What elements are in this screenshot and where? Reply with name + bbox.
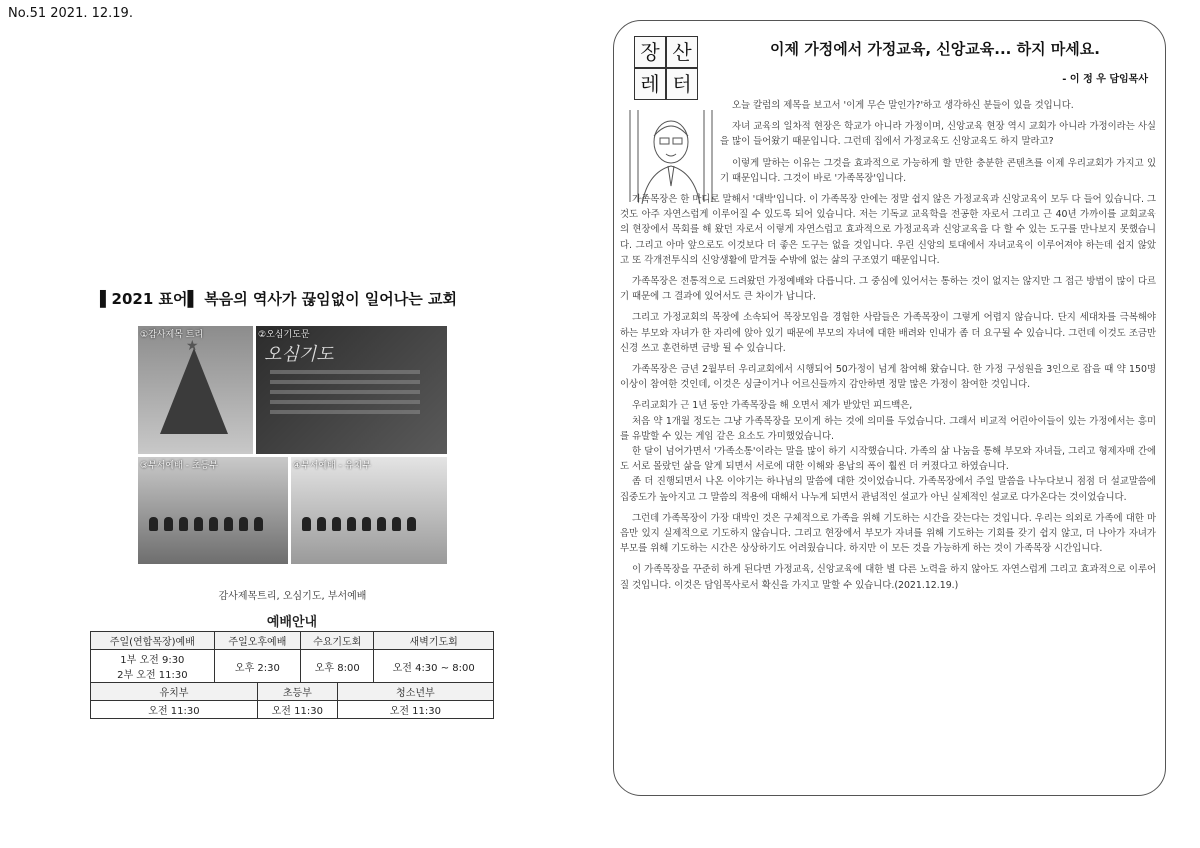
logo-tile: 산 [666,36,698,68]
schedule-cell: 1부 오전 9:30 2부 오전 11:30 [91,650,215,683]
schedule-cell: 오전 11:30 [337,701,493,719]
letter-paragraph: 한 달이 넘어가면서 '가족소통'이라는 말을 많이 하기 시작했습니다. 가족의 삶 나눔을 통해 부모와 자녀들, 그리고 형제자매 간에도 서로 몰랐던 삶을 알게 되면서 서로에 대한 이해와 용납의 폭이 훨씬 더 커졌다고 하였습니다. [620,446,1156,473]
schedule-header: 주일오후예배 [214,632,300,650]
letter-paragraph: 가족목장은 한 마디로 말해서 '대박'입니다. 이 가족목장 안에는 정말 쉽지 않은 가정교육과 신앙교육이 모두 다 들어 있습니다. 그것도 아주 자연스럽게 이루어질 수 있도록 되어 있습니다. 저는 기독교 교육학을 전공한 자로서 그리고 근 40년 가까이를 교회교육의 현장에서 목회를 해 왔던 자로서 이렇게 자연스럽고 효과적으로 가정교육과 신앙교육을 다 할 수 있는 도구를 만나보지 못했습니다. 그리고 아마 앞으로도 이것보다 더 좋은 도구는 없을 것입니다. 우린 신앙의 토대에서 자녀교육이 이루어져야 하는데 쉽지 않았고 또 각개전투식의 신앙생활에 맡겨둘 수밖에 없는 삶의 구조였기 때문입니다. [620,194,1156,266]
letter-paragraph: 우리교회가 근 1년 동안 가족목장을 해 오면서 제가 받았던 피드백은, [632,400,913,412]
schedule-header: 주일(연합목장)예배 [91,632,215,650]
motto-heading: ▌2021 표어▌ 복음의 역사가 끊임없이 일어나는 교회 [100,290,457,308]
letter-body [620,98,1156,599]
photo-caption-label: ①감사제목 트리 [140,330,204,340]
schedule-cell: 오후 2:30 [214,650,300,683]
photo-caption-label: ②오심기도문 [258,330,310,340]
letter-author: - 이 정 우 담임목사 [1062,74,1148,85]
schedule-header: 새벽기도회 [374,632,494,650]
schedule-header: 수요기도회 [301,632,374,650]
photo-collage [138,326,447,564]
schedule-cell: 오후 8:00 [301,650,374,683]
letter-paragraph: 가족목장은 금년 2월부터 우리교회에서 시행되어 50가정이 넘게 참여해 왔습니다. 한 가정 구성원을 3인으로 잡을 때 약 150명 이상이 참여한 것인데, 이것은 싱글이거나 어르신들까지 감안하면 정말 많은 가정이 참여한 것입니다. [620,364,1156,391]
photo-elementary-worship [138,457,288,564]
letter-paragraph: 그리고 가정교회의 목장에 소속되어 목장모임을 경험한 사람들은 가족목장이 그렇게 어렵지 않습니다. 단지 세대차를 극복해야 하는 부모와 자녀가 한 자리에 앉아 있기 때문에 부모의 자녀에 대한 배려와 인내가 좀 더 요구될 수 있습니다. 그런데 이것도 조금만 신경 쓰고 훈련하면 금방 될 수 있습니다. [620,312,1156,354]
star-icon: ★ [186,338,199,354]
schedule-cell: 오전 11:30 [257,701,337,719]
letter-paragraph: 가족목장은 전통적으로 드려왔던 가정예배와 다릅니다. 그 중심에 있어서는 통하는 것이 없지는 않지만 그 접근 방법이 많이 다르기 때문에 그 결과에 있어서도 큰 차이가 납니다. [620,276,1156,303]
photo-caption-label: ④부서예배 - 유치부 [293,461,371,471]
letter-paragraph: 좀 더 진행되면서 나온 이야기는 하나님의 말씀에 대한 것이었습니다. 가족목장에서 주일 말씀을 나누다보니 점점 더 설교말씀에 집중도가 높아지고 그 말씀의 적용에 대해서 나누게 되면서 관념적인 설교가 아닌 실제적인 설교로 다가온다는 것이었습니다. [620,476,1156,503]
jangsan-letter-logo [634,36,698,100]
issue-number: No.51 2021. 12.19. [8,6,133,21]
schedule-cell: 오전 4:30 ~ 8:00 [374,650,494,683]
logo-tile: 레 [634,68,666,100]
worship-schedule-table [90,610,494,719]
prayer-board-title: 오심기도 [264,344,334,365]
christmas-tree-icon [160,348,228,434]
prayer-text-lines [270,364,420,420]
letter-paragraph: 이 가족목장을 꾸준히 하게 된다면 가정교육, 신앙교육에 대한 별 다른 노력을 하지 않아도 자연스럽게 그리고 효과적으로 이루어질 것입니다. 이것은 담임목사로서 확신을 가지고 말할 수 있습니다.(2021.12.19.) [620,564,1156,591]
photo-caption-label: ③부서예배 - 초등부 [140,461,218,471]
photo-collage-caption: 감사제목트리, 오심기도, 부서예배 [218,591,367,602]
logo-tile: 장 [634,36,666,68]
schedule-header: 초등부 [257,683,337,701]
people-silhouettes [146,516,280,556]
letter-paragraph: 처음 약 1개월 정도는 그냥 가족목장을 모이게 하는 것에 의미를 두었습니다. 그래서 비교적 어린아이들이 있는 가정에서는 흥미를 유발할 수 있는 게임 같은 요소도 가미했었습니다. [620,415,1156,442]
letter-paragraph: 오늘 칼럼의 제목을 보고서 '이게 무슨 말인가?'하고 생각하신 분들이 있을 것입니다. [732,100,1074,111]
photo-thanksgiving-tree [138,326,253,454]
schedule-header: 유치부 [91,683,258,701]
letter-paragraph: 그런데 가족목장이 가장 대박인 것은 구체적으로 가족을 위해 기도하는 시간을 갖는다는 것입니다. 우리는 의외로 가족에 대한 마음만 있지 실제적으로 기도하지 않습니다. 그리고 현장에서 부모가 자녀를 위해 기도하는 기회를 갖기 쉽지 않고, 더 나아가 자녀가 부모를 위해 기도하는 시간은 상상하기도 어려웠습니다. 하지만 이 모든 것을 가능하게 하는 것이 가족목장 시간입니다. [620,512,1156,555]
photo-kindergarten-worship [291,457,447,564]
letter-paragraph: 자녀 교육의 일차적 현장은 학교가 아니라 가정이며, 신앙교육 현장 역시 교회가 아니라 가정이라는 사실을 많이 들어왔기 때문입니다. 그런데 집에서 가정교육도 신앙교육도 하지 말라고? [720,121,1156,148]
people-silhouettes [299,516,439,556]
schedule-title: 예배안내 [91,610,494,632]
schedule-cell: 오전 11:30 [91,701,258,719]
schedule-header: 청소년부 [337,683,493,701]
photo-prayer-board [256,326,447,454]
logo-tile: 터 [666,68,698,100]
letter-title: 이제 가정에서 가정교육, 신앙교육... 하지 마세요. [770,40,1100,58]
letter-paragraph: 이렇게 말하는 이유는 그것을 효과적으로 가능하게 할 만한 충분한 콘텐츠를 이제 우리교회가 가지고 있기 때문입니다. 그것이 바로 '가족목장'입니다. [720,157,1156,184]
